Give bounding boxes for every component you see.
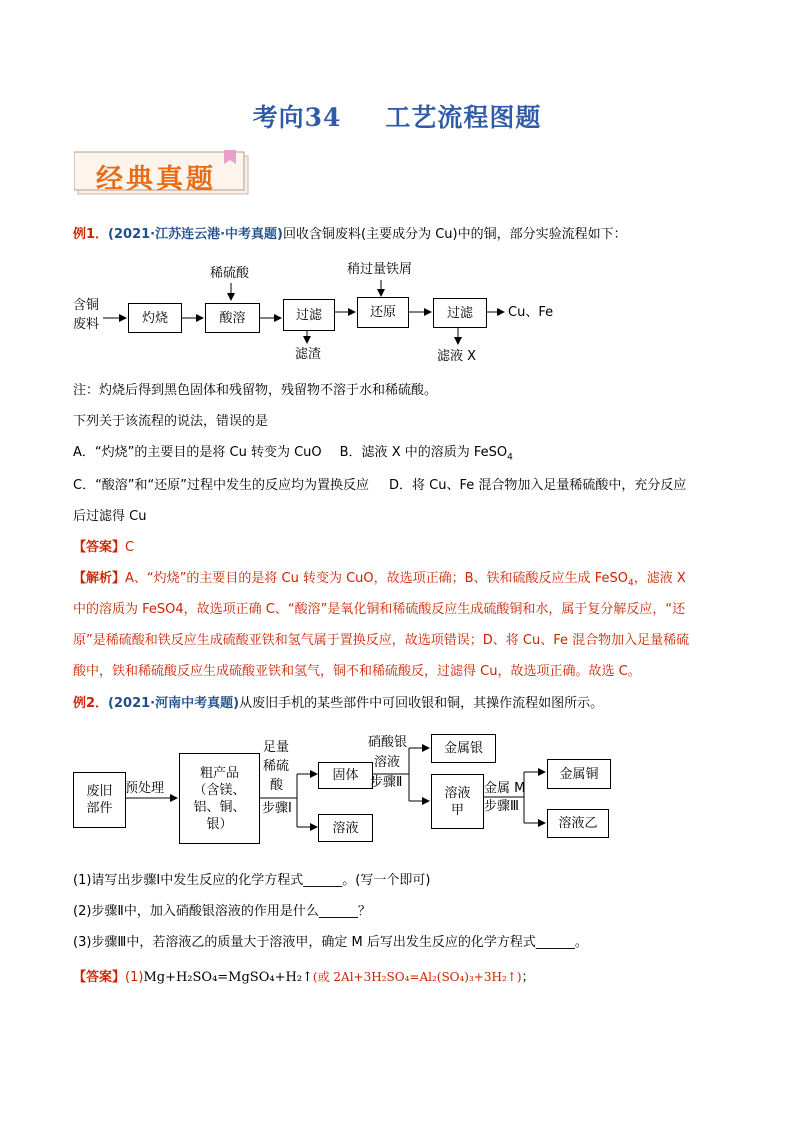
crude-line1: 粗产品 [199, 765, 239, 781]
example-1-label: 例1． [73, 227, 109, 242]
waste-parts-line1: 废旧 [86, 784, 113, 799]
answer-value-1: C [125, 540, 135, 555]
example-1-note: 注：灼烧后得到黑色固体和残留物，残留物不溶于水和稀硫酸。 [73, 383, 438, 398]
flow2-box-solution: 溶液 [318, 814, 373, 842]
option-a: A．“灼烧”的主要目的是将 Cu 转变为 CuO [73, 445, 322, 460]
example-2-question-1: (1)请写出步骤Ⅰ中发生反应的化学方程式______。(写一个即可) [73, 873, 431, 888]
flow2-box-copper: 金属铜 [547, 759, 611, 789]
analysis-text-1-tail: ，滤液 X [633, 571, 686, 586]
flow1-box-filter-2: 过滤 [433, 298, 487, 328]
flow2-acid-line3: 酸 [270, 778, 284, 793]
flow2-box-solution-a [431, 774, 484, 829]
flow1-output-filtrate-x: 滤液 X [437, 349, 477, 364]
flow1-box-calcine: 灼烧 [128, 303, 182, 333]
flow1-product: Cu、Fe [508, 305, 554, 320]
flow2-acid-line2: 稀硫 [263, 759, 290, 774]
analysis-line-4: 酸中，铁和稀硫酸反应生成硫酸亚铁和氢气，铜不和稀硫酸反，过滤得 Cu，故选项正确。故选 C。 [73, 664, 641, 679]
analysis-label: 【解析】 [73, 571, 126, 586]
option-d: D．将 Cu、Fe 混合物加入足量稀硫酸中，充分反应 [389, 478, 687, 493]
flow2-pretreat-label: 预处理 [125, 781, 165, 796]
flow1-input-line2: 废料 [73, 317, 100, 332]
example-2-question-3: (3)步骤Ⅲ中，若溶液乙的质量大于溶液甲，确定 M 后写出发生反应的化学方程式______。 [73, 935, 588, 950]
option-b: B．滤液 X 中的溶质为 FeSO [339, 445, 508, 460]
flow2-box-solid: 固体 [318, 762, 373, 789]
banner-text: 经典真题 [96, 164, 216, 195]
flow1-box-reduce: 还原 [357, 297, 409, 328]
title-topic-number: 考向34 [252, 103, 342, 132]
answer-equation-main: Mg+H₂SO₄=MgSO₄+H₂↑ [143, 970, 313, 985]
flow2-step1-label: 步骤Ⅰ [262, 801, 292, 816]
flow1-output-residue: 滤渣 [295, 347, 322, 362]
flow1-reagent-iron: 稍过量铁屑 [347, 262, 413, 277]
example-1-stem: 下列关于该流程的说法，错误的是 [73, 414, 269, 429]
example-2-label: 例2． [73, 696, 109, 711]
flow1-box-acid-dissolve: 酸溶 [205, 303, 260, 333]
example-1-source: (2021·江苏连云港·中考真题) [108, 227, 283, 242]
answer-equation-alt: (或 2Al+3H₂SO₄=Al₂(SO₄)₃+3H₂↑) [312, 970, 522, 984]
example-2-source: (2021·河南中考真题) [108, 696, 240, 711]
answer-equation-end: ； [521, 970, 535, 985]
crude-line3: 铝、铜、 [193, 799, 246, 815]
option-c: C．“酸溶”和“还原”过程中发生的反应均为置换反应 [73, 478, 370, 493]
solution-a-line2: 甲 [450, 802, 464, 818]
flow2-acid-line1: 足量 [263, 740, 290, 755]
flow2-step2-label: 步骤Ⅱ [370, 775, 403, 790]
flow2-agno3-line1: 硝酸银 [368, 735, 408, 750]
flow2-box-waste-parts [73, 772, 126, 828]
flow2-box-silver: 金属银 [431, 734, 496, 763]
crude-line2: （含镁、 [193, 782, 246, 798]
flow2-metal-m-label: 金属 M [484, 781, 526, 796]
crude-line4: 银） [206, 816, 233, 832]
analysis-text-1: A、“灼烧”的主要目的是将 Cu 转变为 CuO，故选项正确；B、铁和硫酸反应生成 FeSO [125, 571, 628, 586]
flow2-box-solution-b: 溶液乙 [547, 809, 609, 838]
flow2-box-crude-product [179, 753, 260, 844]
analysis-line-3: 原”是稀硫酸和铁反应生成硫酸亚铁和氢气属于置换反应，故选项错误；D、将 Cu、Fe 混合物加入足量稀硫 [73, 633, 690, 648]
example-1-question: 回收含铜废料(主要成分为 Cu)中的铜，部分实验流程如下： [283, 227, 627, 242]
flow1-input-line1: 含铜 [73, 298, 100, 313]
answer-label-2: 【答案】 [73, 970, 126, 985]
analysis-line-2: 中的溶质为 FeSO4，故选项正确 C、“酸溶”是氧化铜和稀硫酸反应生成硫酸铜和水，属于复分解反应，“还 [73, 602, 686, 617]
waste-parts-line2: 部件 [86, 801, 113, 816]
answer-label-1: 【答案】 [73, 540, 126, 555]
example-2-answer [73, 968, 535, 987]
flow2-agno3-line2: 溶液 [374, 755, 401, 770]
solution-a-line1: 溶液 [444, 785, 471, 801]
option-d-continued: 后过滤得 Cu [73, 509, 147, 524]
answer-prefix-2: (1) [125, 970, 144, 985]
analysis-subscript: 4 [627, 578, 634, 589]
flow1-reagent-dilute-h2so4: 稀硫酸 [210, 266, 250, 281]
title-topic-name: 工艺流程图题 [385, 103, 542, 132]
example-2-question-2: (2)步骤Ⅱ中，加入硝酸银溶液的作用是什么______？ [73, 904, 371, 919]
option-b-subscript: 4 [507, 452, 513, 463]
flow1-box-filter-1: 过滤 [283, 299, 335, 331]
example-2-question: 从废旧手机的某些部件中可回收银和铜，其操作流程如图所示。 [239, 696, 604, 711]
flow2-step3-label: 步骤Ⅲ [484, 799, 519, 814]
